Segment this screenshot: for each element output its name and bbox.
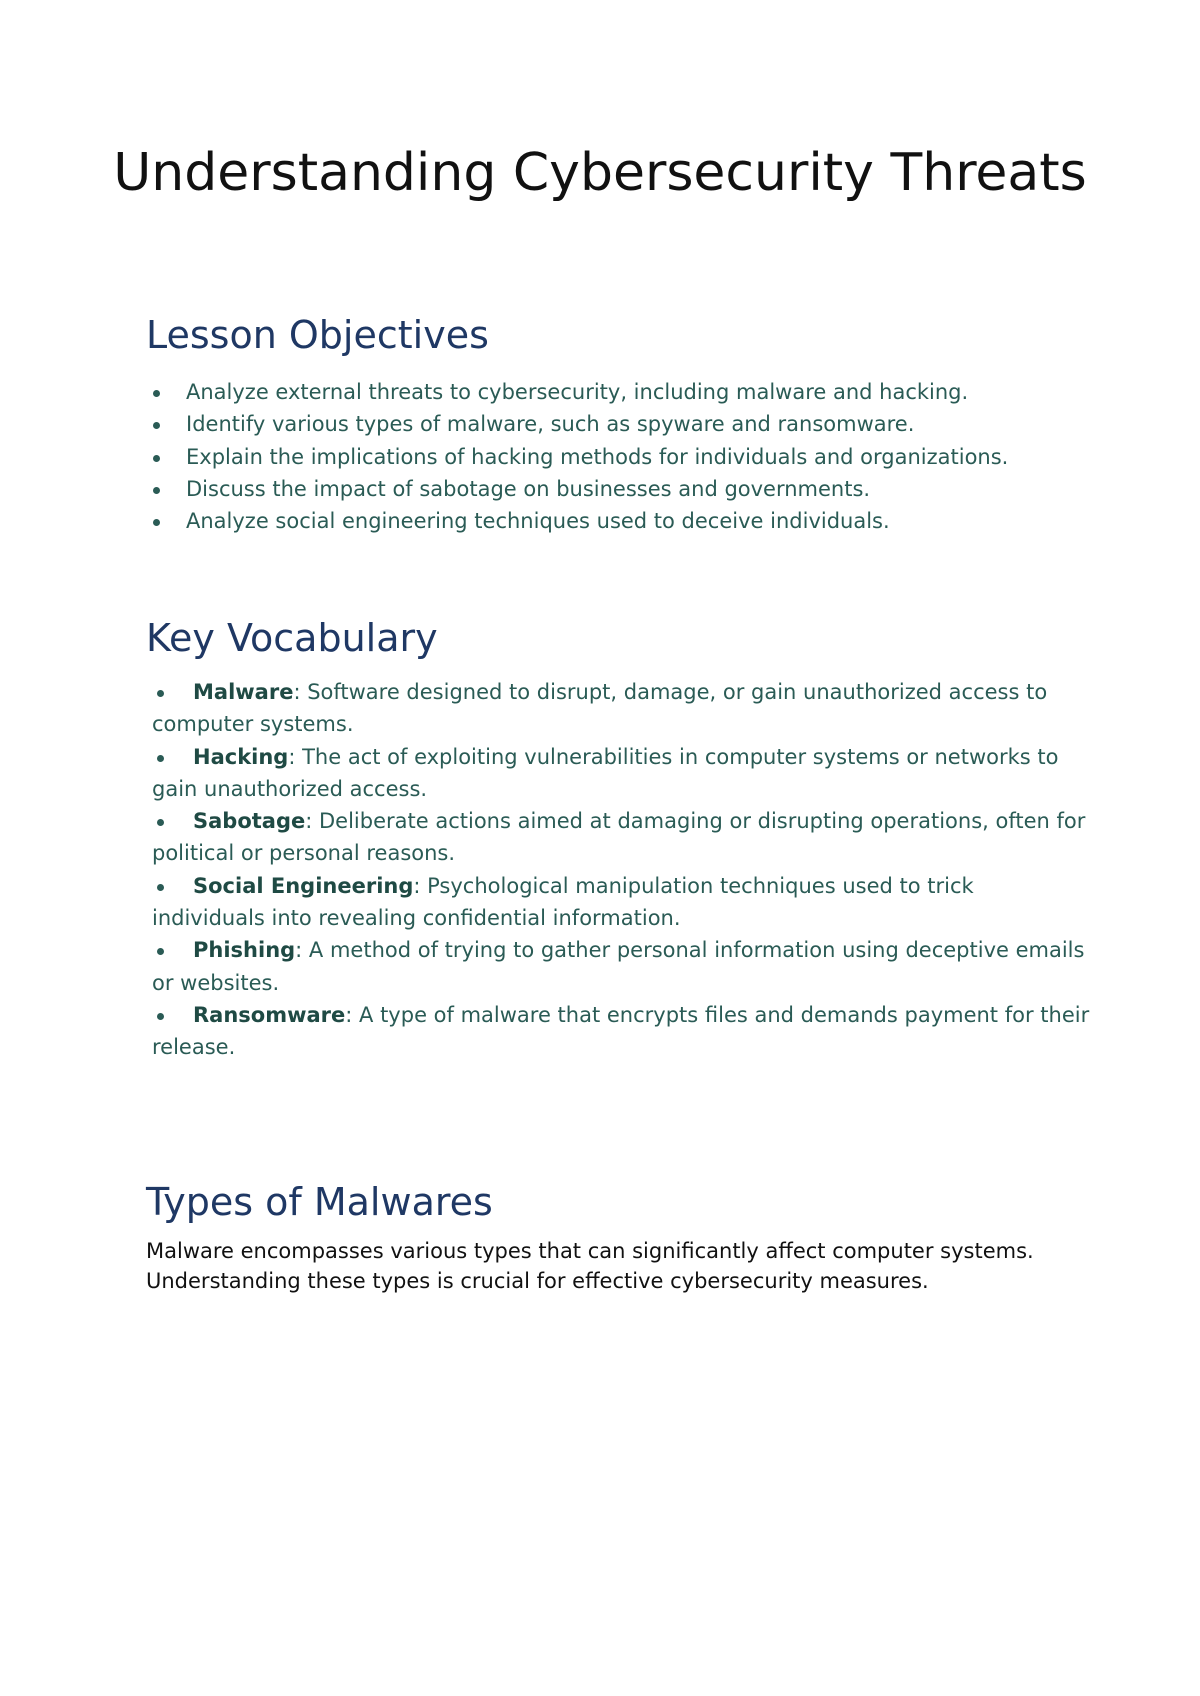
objective-item: Analyze social engineering techniques used to deceive individuals. bbox=[148, 505, 1088, 537]
vocab-item bbox=[152, 676, 1092, 741]
vocab-term: Sabotage bbox=[193, 809, 306, 834]
vocab-definition: : Deliberate actions aimed at damaging or disrupting operations, often for political or personal reasons. bbox=[152, 809, 1086, 866]
vocab-definition: : Psychological manipulation techniques used to trick individuals into revealing confidential information. bbox=[152, 873, 974, 931]
vocab-term: Ransomware bbox=[193, 1002, 346, 1027]
vocab-item bbox=[152, 741, 1092, 806]
objective-item: Explain the implications of hacking methods for individuals and organizations. bbox=[148, 441, 1088, 473]
vocab-definition: : A type of malware that encrypts files and demands payment for their release. bbox=[152, 1002, 1090, 1060]
vocab-item bbox=[152, 999, 1092, 1064]
vocabulary-list bbox=[152, 676, 1092, 1064]
vocab-term: Phishing bbox=[193, 938, 296, 963]
vocab-term: Social Engineering bbox=[193, 873, 414, 898]
objective-item: Discuss the impact of sabotage on businesses and governments. bbox=[148, 473, 1088, 505]
types-of-malwares-heading: Types of Malwares bbox=[146, 1180, 493, 1224]
objective-item: Analyze external threats to cybersecurity, including malware and hacking. bbox=[148, 376, 1088, 408]
vocab-definition: : The act of exploiting vulnerabilities in computer systems or networks to gain unauthorized access. bbox=[152, 744, 1059, 801]
key-vocabulary-heading: Key Vocabulary bbox=[146, 616, 438, 660]
vocab-item bbox=[152, 870, 1092, 935]
vocab-item bbox=[152, 934, 1092, 999]
lesson-objectives-heading: Lesson Objectives bbox=[146, 313, 489, 357]
vocab-definition: : A method of trying to gather personal information using deceptive emails or websites. bbox=[152, 938, 1085, 995]
malwares-paragraph: Malware encompasses various types that can significantly affect computer systems. Understanding these types is crucial for effective cybersecurity measures. bbox=[146, 1239, 1034, 1293]
objective-item: Identify various types of malware, such as spyware and ransomware. bbox=[148, 408, 1088, 440]
vocab-item bbox=[152, 805, 1092, 870]
vocab-definition: : Software designed to disrupt, damage, or gain unauthorized access to computer systems. bbox=[152, 680, 1048, 737]
vocab-term: Hacking bbox=[193, 744, 289, 769]
document-title: Understanding Cybersecurity Threats bbox=[113, 143, 1087, 203]
vocab-term: Malware bbox=[193, 680, 294, 704]
objectives-list bbox=[148, 376, 1088, 537]
